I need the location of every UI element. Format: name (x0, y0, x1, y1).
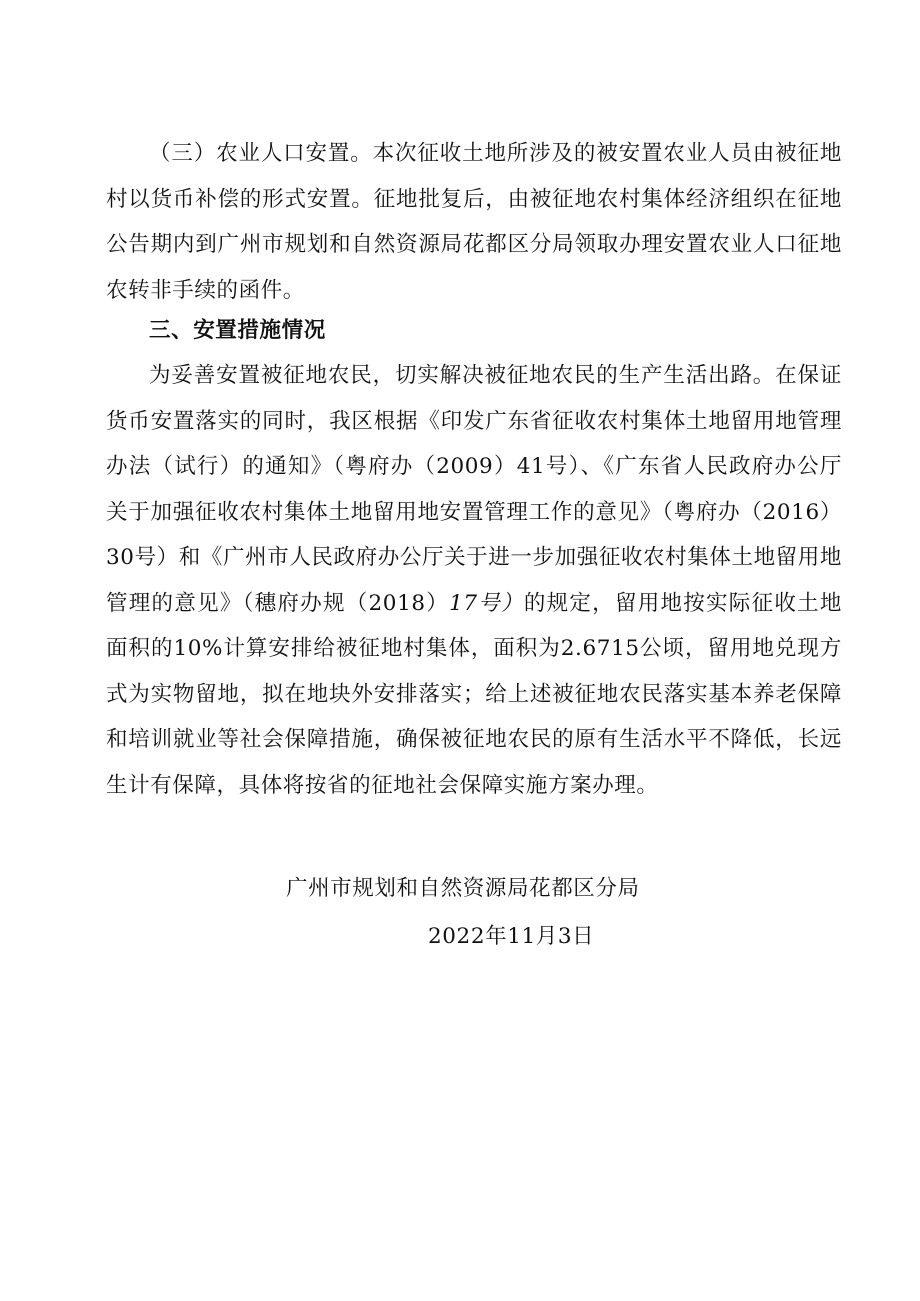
paragraph-resettlement-measures (106, 353, 842, 808)
paragraph-agricultural-population-resettlement: （三）农业人口安置。本次征收土地所涉及的被安置农业人员由被征地村以货币补偿的形式安置。征地批复后，由被征地农村集体经济组织在征地公告期内到广州市规划和自然资源局花都区分局领取办理安置农业人口征地农转非手续的函件。 (106, 141, 842, 303)
paragraph-text-part: 为妥善安置被征地农民，切实解决被征地农民的生产生活出路。在保证货币安置落实的同时，我区根据《印发广东省征收农村集体土地留用地管理办法（试行）的通知》（粤府办（2009）41号）、《广东省人民政府办公厅关于加强征收农村集体土地留用地安置管理工作的意见》（粤府办（2016）30号）和《广州市人民政府办公厅关于进一步加强征收农村集体土地留用地管理的意见》（穗府办规（2018） (106, 363, 842, 616)
paragraph-text-part: 的规定，留用地按实际征收土地面积的10%计算安排给被征地村集体，面积为2.6715公顷，留用地兑现方式为实物留地，拟在地块外安排落实；给上述被征地农民落实基本养老保障和培训就业等社会保障措施，确保被征地农民的原有生活水平不降低，长远生计有保障，具体将按省的征地社会保障实施方案办理。 (106, 590, 842, 798)
paragraph-italic-part: 17号） (449, 590, 524, 616)
signature-date: 2022年11月3日 (428, 924, 595, 949)
section-heading-resettlement-measures: 三、安置措施情况 (149, 318, 326, 343)
signature-organization: 广州市规划和自然资源局花都区分局 (286, 876, 640, 901)
